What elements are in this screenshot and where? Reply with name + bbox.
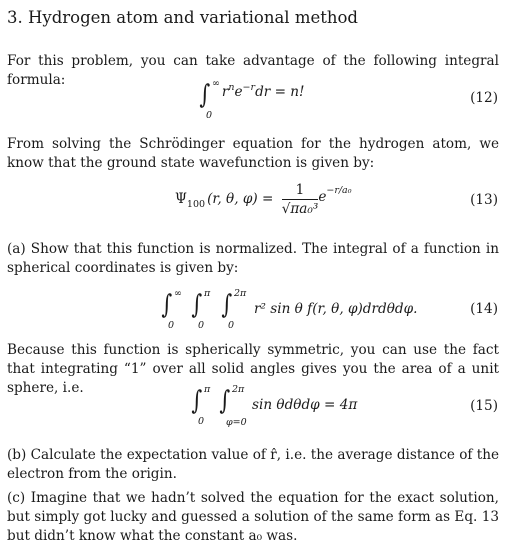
psi-symbol: Ψ [175,191,187,207]
part-c-paragraph: (c) Imagine that we hadn’t solved the equation for the exact solution, but simply got lucky and guessed a solution of the same form as Eq. 13 but didn’t know what the constant a₀ was. [7,490,499,544]
equation-number-13: (13) [470,192,498,208]
section-title: 3. Hydrogen atom and variational method [7,8,358,27]
schrodinger-paragraph: From solving the Schrödinger equation for the hydrogen atom, we know that the ground state wavefunction is given by: [7,136,499,171]
lower-limit-phi-15: φ=0 [226,417,247,428]
part-a-paragraph: (a) Show that this function is normalized. The integral of a function in spherical coordinates is given by: [7,241,499,276]
exp-power: −r [242,82,256,93]
equation-number-12: (12) [470,90,498,106]
integral-sign-r: ∫ [161,290,173,320]
equation-12 [198,78,305,121]
fraction-denominator: √πa₀³ [281,201,319,217]
lower-limit-phi: 0 [228,320,235,331]
psi-subscript: 100 [186,199,206,210]
upper-limit: ∞ [212,78,220,89]
eq15-body: sin θdθdφ = 4π [252,397,358,413]
lower-limit-theta: 0 [198,320,205,331]
intro-paragraph: For this problem, you can take advantage of the following integral formula: [7,53,499,88]
equation-number-14: (14) [470,301,498,317]
eq12-tail: dr = n! [255,84,305,100]
integral-sign-phi-15: ∫ [219,386,231,416]
exp-power-13: −r/a₀ [326,185,352,196]
eq14-integrand: r² sin θ f(r, θ, φ)drdθdφ. [254,301,418,317]
exp-base-13: e [318,189,327,205]
psi-arguments: (r, θ, φ) = [207,191,274,207]
normalization-fraction [282,182,319,217]
integral-sign-theta: ∫ [191,290,203,320]
fraction-numerator: 1 [282,182,319,200]
part-b-paragraph: (b) Calculate the expectation value of r̂, i.e. the average distance of the electron from the origin. [7,447,499,482]
integral-sign: ∫ [199,80,211,110]
upper-limit-theta: π [204,288,211,299]
upper-limit-phi: 2π [234,288,247,299]
lower-limit: 0 [206,110,213,121]
integral-sign-phi: ∫ [221,290,233,320]
symmetry-paragraph: Because this function is spherically symmetric, you can use the fact that integrating “1” over all solid angles gives you the area of a unit sphere, i.e. [7,342,499,396]
integrand-r: r [221,84,229,100]
lower-limit-r: 0 [168,320,175,331]
upper-limit-phi-15: 2π [232,384,245,395]
power-n: n [228,82,235,93]
exp-base: e [234,84,243,100]
lower-limit-theta-15: 0 [198,416,205,427]
equation-13 [175,182,352,217]
equation-15 [190,386,390,430]
upper-limit-theta-15: π [204,384,211,395]
equation-14 [160,290,420,332]
upper-limit-r: ∞ [174,288,182,299]
equation-number-15: (15) [470,398,498,414]
integral-sign-theta-15: ∫ [191,386,203,416]
